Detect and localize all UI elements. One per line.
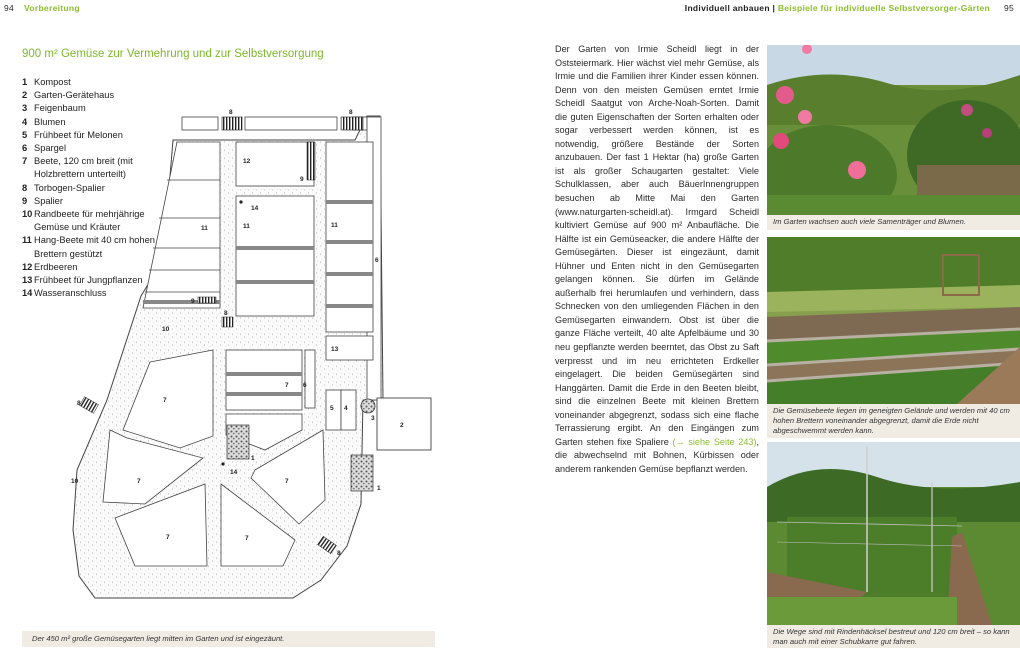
legend-text: Spargel — [34, 143, 67, 154]
legend-number: 8 — [22, 182, 28, 193]
plan-label-11c: 11 — [331, 222, 338, 229]
legend-text: Garten-Gerätehaus — [34, 90, 115, 101]
tool-shed — [377, 398, 431, 450]
compost-right — [351, 455, 373, 491]
page-reference-link[interactable]: (→ siehe Seite 243) — [672, 436, 757, 447]
legend-text: Feigenbaum — [34, 103, 86, 114]
bed-lower-7 — [226, 350, 302, 410]
plan-label-14b: 14 — [230, 469, 238, 476]
body-text-main: Der Garten von Irmie Scheidl liegt in der Oststeiermark. Hier wächst viel mehr Gemüse, als Irmie und die Familien ihrer Kinder essen können. Denn von den meisten Gemüsen erntet Irmie Scheidl Saatgut von Arche-Noah-Sorten. Damit die guten Eigenschaften der Sorten erhalten oder sogar verbessert werden können, ist es notwendig, größere Bestände der Sorten anzubauen. Der fast 1 Hektar (ha) große Garten ist als großer Schaugarten gestaltet: Viele Schulklassen, aber auch BäuerInnengruppen besuchen ab Mitte Mai den Garten (www.naturgarten-scheidl.at). Irmgard Scheidl kultiviert Gemüse auf 900 m² Anbaufläche. Die Hälfte ist ein Gemüseacker, die andere Hälfte der Gemüsegärten. Dieser ist eingezäunt, damit Hühner und Enten nicht in den Gemüsegarten gelangen können. Sie dürfen im Gelände außerhalb frei herumlaufen und verhindern, dass Schnecken von den umliegenden Flächen in den Gemüsegarten einwandern. Obst ist über die ganze Fläche verteilt, 40 alte Apfelbäume und 30 neu gepflanzte werden beerntet, das Obst zu Saft verpresst und im neu errichteten Erdkeller eingelagert. Die beiden Gemüsegärten sind Hanggärten. Damit die Erde in den Beeten bleibt, sind die einzelnen Beete mit kleinen Brettern voneinander abgegrenzt, sodass sich eine flache Terrassierung ergibt. An den Eingängen zum Garten stehen fixe Spaliere — [555, 44, 759, 447]
legend-number: 3 — [22, 103, 28, 114]
flower-3 — [773, 133, 789, 149]
arch-trellis-middle — [222, 317, 233, 327]
plan-label-2: 2 — [400, 422, 404, 429]
legend-text: Randbeete für mehrjährige Gemüse und Kräuter — [34, 209, 145, 233]
running-header-right — [685, 3, 990, 13]
plan-label-7e: 7 — [166, 534, 170, 541]
water-tap-top — [239, 200, 242, 203]
plan-label-6a: 6 — [375, 257, 379, 264]
flower-1 — [776, 86, 794, 104]
plan-label-14a: 14 — [251, 205, 259, 212]
photo-raised-beds — [767, 237, 1020, 404]
photo-flower-garden — [767, 45, 1020, 215]
legend-text: Torbogen-Spalier — [34, 182, 105, 193]
legend-number: 13 — [22, 275, 33, 286]
legend-number: 1 — [22, 77, 28, 87]
plan-label-9b: 9 — [191, 298, 195, 305]
plan-label-4: 4 — [344, 405, 348, 412]
legend-text: Kompost — [34, 77, 71, 87]
plan-caption: Der 450 m² große Gemüsegarten liegt mitten im Garten und ist eingezäunt. — [22, 631, 435, 647]
plan-label-10b: 10 — [71, 478, 79, 485]
plan-label-13: 13 — [331, 346, 339, 353]
legend-number: 9 — [22, 195, 28, 206]
legend-number: 12 — [22, 261, 33, 272]
arch-trellis-left — [80, 397, 99, 414]
legend-number: 14 — [22, 288, 33, 299]
legend-number: 6 — [22, 143, 28, 154]
flower-4 — [848, 161, 866, 179]
flower-5 — [961, 104, 973, 116]
plan-label-8c: 8 — [224, 310, 228, 317]
section-title-left: Vorbereitung — [24, 3, 80, 13]
water-tap-center — [221, 462, 224, 465]
legend-text: Wasseranschluss — [34, 288, 107, 299]
plan-label-6b: 6 — [303, 382, 307, 389]
flower-6 — [982, 128, 992, 138]
legend-text: Erdbeeren — [34, 261, 78, 272]
plan-label-10a: 10 — [162, 326, 170, 333]
arch-trellis-top-right — [341, 117, 363, 130]
top-bed-left — [182, 117, 218, 130]
plan-label-7d: 7 — [285, 478, 289, 485]
flower-2 — [798, 110, 812, 124]
plan-label-1a: 1 — [251, 455, 255, 462]
photo-garden-paths — [767, 442, 1020, 625]
legend-text: Frühbeet für Jungpflanzen — [34, 275, 143, 286]
plan-label-7f: 7 — [245, 535, 249, 542]
plan-label-9a: 9 — [300, 176, 304, 183]
page-number-right: 95 — [1003, 3, 1014, 13]
page-number-left: 94 — [4, 3, 15, 13]
header-separator: | — [769, 3, 778, 13]
legend-text: Frühbeet für Melonen — [34, 129, 123, 140]
legend-number: 2 — [22, 90, 28, 101]
legend-number: 5 — [22, 129, 28, 140]
arch-trellis-top-left — [222, 117, 242, 130]
compost-left — [227, 425, 249, 459]
legend-text: Spalier — [34, 195, 63, 206]
plan-label-11a: 11 — [201, 225, 208, 232]
fig-tree — [361, 399, 375, 413]
top-bed-middle — [245, 117, 337, 130]
legend-text: Blumen — [34, 116, 66, 127]
plan-label-8d: 8 — [77, 400, 81, 407]
plan-label-7b: 7 — [163, 397, 167, 404]
body-text-end: , die abwechselnd mit Bohnen, Kürbissen oder anderem rankenden Gemüse bepflanzt werden. — [555, 436, 759, 474]
plan-label-7c: 7 — [137, 478, 141, 485]
bed-right-11 — [326, 142, 373, 332]
plan-label-8b: 8 — [349, 109, 353, 116]
plan-label-3: 3 — [371, 415, 375, 422]
plan-label-7a: 7 — [285, 382, 289, 389]
section-title-right: Beispiele für individuelle Selbstversorger-Gärten — [777, 3, 990, 13]
trellis-middle — [198, 297, 216, 303]
photo-caption-1: Im Garten wachsen auch viele Samenträger und Blumen. — [767, 215, 1020, 230]
garden-plan — [55, 100, 435, 610]
bed-middle-11 — [236, 196, 314, 316]
body-text — [555, 43, 759, 477]
plan-label-5: 5 — [330, 405, 334, 412]
chapter-title: Individuell anbauen — [684, 3, 770, 13]
legend-number: 11 — [22, 235, 32, 246]
plan-label-11b: 11 — [243, 223, 250, 230]
plan-title: 900 m² Gemüse zur Vermehrung und zur Selbstversorgung — [22, 48, 324, 60]
plan-label-12: 12 — [243, 158, 251, 165]
bed-spargel-small — [305, 350, 315, 408]
legend-number: 10 — [22, 209, 33, 220]
terrace-left — [143, 142, 220, 308]
photo-caption-2: Die Gemüsebeete liegen im geneigten Gelände und werden mit 40 cm hohen Brettern voneinander abgegrenzt, damit die Erde nicht abgeschwemmt werden kann. — [767, 404, 1020, 438]
photo-caption-3: Die Wege sind mit Rindenhäcksel bestreut und 120 cm breit – so kann man auch mit einer Schubkarre gut fahren. — [767, 625, 1020, 648]
trellis-strawberry — [307, 142, 315, 180]
plan-label-8a: 8 — [229, 109, 233, 116]
legend-text: Beete, 120 cm breit (mit Holzbrettern unterteilt) — [34, 156, 133, 180]
legend-number: 7 — [22, 156, 28, 167]
plan-label-8e: 8 — [337, 550, 341, 557]
legend-number: 4 — [22, 116, 28, 127]
plan-label-1b: 1 — [377, 485, 381, 492]
legend-item — [22, 76, 172, 89]
legend-text: Hang-Beete mit 40 cm hohen Brettern gestützt — [34, 235, 155, 259]
